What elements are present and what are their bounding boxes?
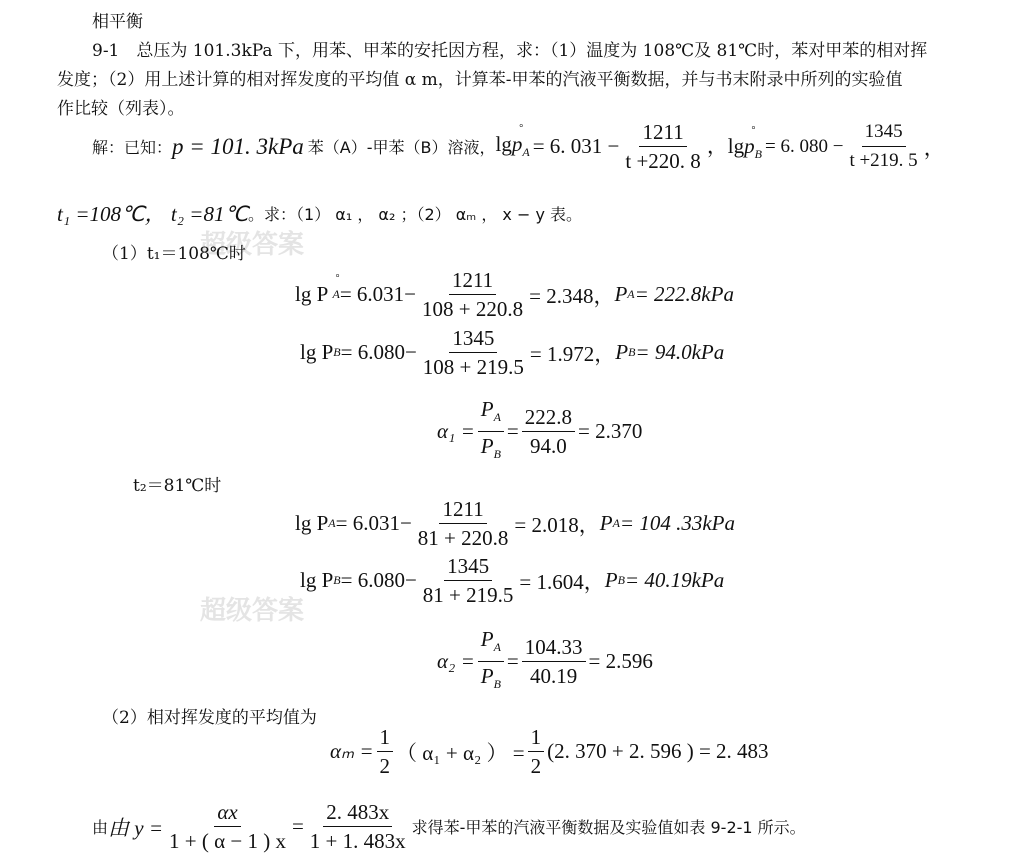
const: = 6.031− — [339, 282, 417, 306]
denominator: 108 + 219.5 — [422, 355, 524, 379]
pressure: = 40.19kPa — [624, 568, 725, 592]
denominator: t +220. 8 — [625, 149, 701, 173]
numerator: αx — [214, 800, 240, 827]
fraction — [522, 635, 586, 688]
numerator: 1 — [377, 725, 394, 752]
fraction — [528, 725, 545, 778]
alpha-equation: α₁ = $\frac{P_A}{P_B}$ = $\frac{222.8}{94.0}$ = 2.370 — [437, 397, 642, 466]
fraction — [307, 800, 409, 853]
problem-line: 9-1 总压为 101.3kPa 下，用苯、甲苯的安托因方程，求：（1）温度为 108℃及 81℃时，苯对甲苯的相对挥 — [92, 41, 928, 61]
equation: lg P ° A = 6.031− $\frac{1211}{108 + 220.8}$ = 2.348， P A = 222.8kPa — [295, 268, 734, 321]
final-equation: 由 由 y = $\frac{\alpha x}{1 + ( \alpha - 1 ) x}$ = $\frac{2. 483x}{1 + 1. 483x}$ 求得苯-甲苯的汽液平衡数据及实验值如表 9-2-1 所示。 — [92, 800, 806, 853]
denominator: t +219. 5 — [849, 150, 918, 171]
section-title: 相平衡 — [92, 12, 143, 32]
denominator: 2 — [530, 754, 542, 778]
equation: lg P A = 6.031− $\frac{1211}{81 + 220.8}$ = 2.018， P A = 104 .33kPa — [295, 497, 735, 550]
equation: lg P B = 6.080− $\frac{1345}{81 + 219.5}$ = 1.604， P B = 40.19kPa — [300, 554, 725, 607]
lhs: lg P — [300, 340, 334, 364]
equals: = — [291, 814, 304, 838]
tail: (2. 370 + 2. 596 ) = 2. 483 — [547, 739, 769, 763]
pressure: = 94.0kPa — [635, 340, 725, 364]
result: = 2.018， — [514, 512, 600, 537]
denominator: 81 + 220.8 — [417, 526, 509, 550]
part1b-heading: t₂＝81℃时 — [133, 476, 222, 496]
numerator: 222.8 — [522, 405, 575, 432]
fraction — [377, 725, 394, 778]
fraction: $\frac{P_A}{P_B}$ — [478, 627, 504, 696]
lhs: lg P — [295, 282, 329, 306]
numerator: 1345 — [444, 554, 492, 581]
numerator: 1211 — [639, 120, 686, 147]
fraction — [415, 497, 512, 550]
numerator: 2. 483x — [323, 800, 392, 827]
result: = 1.972， — [529, 341, 616, 366]
given-temps — [57, 198, 582, 228]
equation: lg P B = 6.080− $\frac{1345}{108 + 219.5}$ = 1.972， P B = 94.0kPa — [300, 326, 725, 379]
denominator: 1 + 1. 483x — [309, 829, 406, 853]
numerator: 1 — [528, 725, 545, 752]
part1-heading: （1）t₁＝108℃时 — [102, 244, 246, 264]
pressure: = 104 .33kPa — [619, 511, 735, 535]
watermark: 超级答案 — [200, 596, 305, 626]
lhs: lg P — [300, 568, 334, 592]
numerator: 1211 — [449, 268, 496, 295]
result: = 2.348， — [529, 283, 615, 308]
fraction — [420, 554, 517, 607]
result: = 2.596 — [588, 649, 653, 674]
watermark: 超级答案 — [200, 230, 305, 260]
fraction — [166, 800, 289, 853]
denominator: 81 + 219.5 — [422, 583, 514, 607]
fraction — [419, 268, 526, 321]
const: = 6. 080 − — [765, 135, 844, 157]
result: = 2.370 — [578, 419, 643, 444]
part2-heading: （2）相对挥发度的平均值为 — [102, 708, 317, 728]
denominator: 1 + ( α − 1 ) x — [169, 829, 286, 853]
prefix: 由 y = — [108, 815, 164, 840]
lhs: lg P — [295, 511, 329, 535]
label: 苯（A）-甲苯（B）溶液， — [307, 138, 496, 157]
label: 解：已知： — [92, 138, 173, 157]
denominator: 2 — [379, 754, 391, 778]
numerator: 104.33 — [522, 635, 586, 662]
fraction: $\frac{P_A}{P_B}$ — [478, 397, 504, 466]
lhs: α₂ = — [437, 649, 475, 674]
pressure: = 222.8kPa — [634, 282, 734, 306]
denominator: 108 + 220.8 — [422, 297, 524, 321]
const: = 6.080− — [340, 340, 417, 364]
pressure: p = 101. 3kPa — [172, 133, 304, 159]
given-equation: 解：已知： p = 101. 3kPa 苯（A）-甲苯（B）溶液， lgp ° $_A$ = 6. 031 − $\frac{1211}{t +220. 8}$ ，lgp ° $_B$ = 6. 080 − $\frac{1345}{t +219. 5}$ ， — [92, 120, 945, 173]
lhs: α₁ = — [437, 419, 475, 444]
temps: t₁ =108℃， t₂ =81℃ — [57, 202, 249, 226]
denominator: 40.19 — [530, 664, 578, 689]
numerator: 1345 — [449, 326, 497, 353]
problem-line: 作比较（列表）。 — [57, 99, 185, 119]
mid: （ α₁ + α₂ ） = — [396, 740, 525, 765]
alpha-equation: α₂ = $\frac{P_A}{P_B}$ = $\frac{104.33}{40.19}$ = 2.596 — [437, 627, 653, 696]
fraction — [522, 405, 575, 458]
ask: 。求：（1） α₁ ， α₂ ；（2） αₘ ， x − y 表。 — [248, 204, 583, 224]
fraction — [420, 326, 527, 379]
suffix: 求得苯-甲苯的汽液平衡数据及实验值如表 9-2-1 所示。 — [411, 818, 806, 837]
denominator: 94.0 — [530, 434, 567, 459]
numerator: 1345 — [862, 120, 906, 147]
mean-alpha-equation — [330, 725, 769, 778]
fraction — [846, 120, 920, 173]
fraction — [622, 120, 703, 173]
const: = 6. 031 − — [532, 134, 620, 158]
const: = 6.031− — [335, 511, 412, 535]
const: = 6.080− — [340, 568, 417, 592]
numerator: 1211 — [439, 497, 486, 524]
lhs: αₘ = — [330, 739, 374, 763]
problem-line: 发度；（2）用上述计算的相对挥发度的平均值 α m，计算苯-甲苯的汽液平衡数据，并与书末附录中所列的实验值 — [57, 70, 903, 90]
result: = 1.604， — [519, 569, 605, 594]
